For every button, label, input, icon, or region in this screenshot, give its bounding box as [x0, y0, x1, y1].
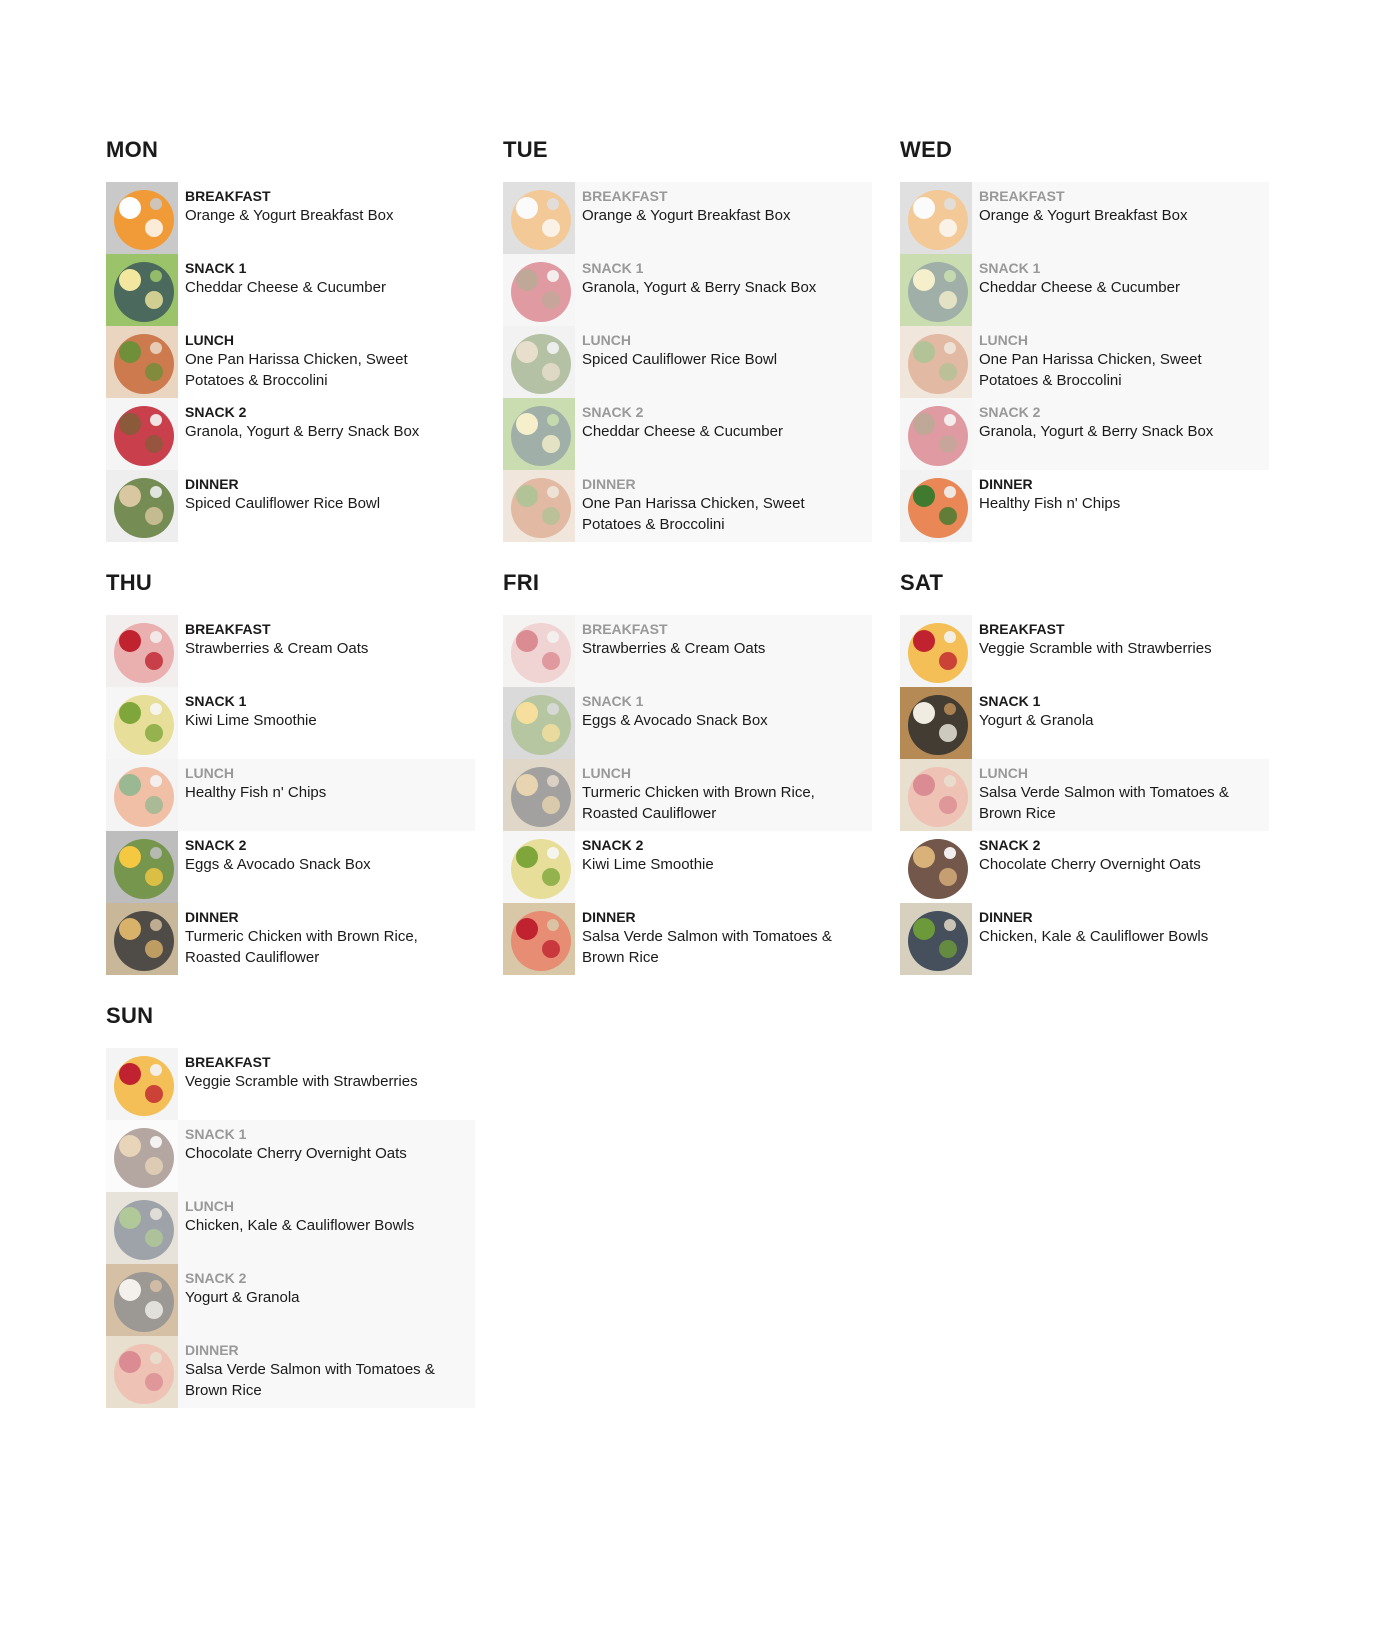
- chicken-kale-bowl-icon: [106, 1192, 178, 1264]
- meal-row[interactable]: [503, 182, 872, 254]
- meal-name-link[interactable]: Spiced Cauliflower Rice Bowl: [582, 351, 778, 368]
- meal-type-label: LUNCH: [582, 765, 631, 781]
- meal-type-label: DINNER: [979, 909, 1033, 925]
- orange-yogurt-box-icon: [503, 182, 575, 254]
- meal-name-link[interactable]: Turmeric Chicken with Brown Rice, Roasted Cauliflower: [185, 928, 418, 966]
- day-sat: [900, 571, 1269, 1004]
- meal-name-link[interactable]: One Pan Harissa Chicken, Sweet Potatoes & Broccolini: [582, 495, 805, 533]
- eggs-avocado-box-icon: [106, 831, 178, 903]
- fish-chips-icon: [106, 759, 178, 831]
- meal-type-label: BREAKFAST: [185, 188, 271, 204]
- meal-row[interactable]: [503, 831, 872, 903]
- day-tue: [503, 138, 872, 571]
- meal-info: [178, 1336, 455, 1408]
- meal-row[interactable]: [900, 831, 1269, 903]
- meal-row[interactable]: [106, 1120, 475, 1192]
- orange-yogurt-box-icon: [900, 182, 972, 254]
- meal-type-label: BREAKFAST: [185, 1054, 271, 1070]
- meal-info: [575, 759, 852, 831]
- day-sun: [106, 1004, 475, 1437]
- meal-type-label: BREAKFAST: [185, 621, 271, 637]
- day-title: TUE: [503, 137, 548, 162]
- meal-info: [178, 687, 317, 759]
- meal-name-link[interactable]: Orange & Yogurt Breakfast Box: [582, 207, 791, 224]
- meal-type-label: LUNCH: [185, 765, 234, 781]
- meal-type-label: SNACK 1: [185, 1126, 247, 1142]
- meal-info: [972, 903, 1208, 975]
- meal-info: [575, 615, 765, 687]
- meal-type-label: LUNCH: [582, 332, 631, 348]
- day-title: WED: [900, 137, 953, 162]
- meal-type-label: SNACK 1: [979, 693, 1041, 709]
- meal-info: [178, 903, 455, 975]
- meal-name-link[interactable]: One Pan Harissa Chicken, Sweet Potatoes & Broccolini: [185, 351, 408, 389]
- meal-row[interactable]: [106, 398, 475, 470]
- meal-type-label: SNACK 2: [582, 837, 644, 853]
- meal-info: [575, 687, 768, 759]
- meal-type-label: SNACK 1: [185, 260, 247, 276]
- harissa-chicken-icon: [900, 326, 972, 398]
- meal-type-label: SNACK 1: [185, 693, 247, 709]
- meal-info: [972, 759, 1249, 831]
- meal-type-label: SNACK 2: [582, 404, 644, 420]
- meal-row[interactable]: [106, 903, 475, 975]
- meal-name-link[interactable]: Kiwi Lime Smoothie: [185, 712, 317, 729]
- granola-berry-box-icon: [503, 254, 575, 326]
- meal-type-label: DINNER: [185, 1342, 239, 1358]
- harissa-chicken-icon: [503, 470, 575, 542]
- cheese-cucumber-icon: [900, 254, 972, 326]
- meal-info: [972, 254, 1180, 326]
- meal-type-label: SNACK 1: [582, 260, 644, 276]
- meal-name-link[interactable]: Cheddar Cheese & Cucumber: [582, 423, 783, 440]
- meal-name-link[interactable]: Salsa Verde Salmon with Tomatoes & Brown Rice: [582, 928, 832, 966]
- meal-info: [972, 831, 1201, 903]
- meal-name-link[interactable]: Salsa Verde Salmon with Tomatoes & Brown Rice: [979, 784, 1229, 822]
- cauliflower-rice-bowl-icon: [106, 470, 178, 542]
- meal-row[interactable]: [900, 903, 1269, 975]
- orange-yogurt-box-icon: [106, 182, 178, 254]
- meal-row[interactable]: [900, 254, 1269, 326]
- meal-row[interactable]: [503, 615, 872, 687]
- meal-info: [178, 1048, 418, 1120]
- meal-name-link[interactable]: One Pan Harissa Chicken, Sweet Potatoes & Broccolini: [979, 351, 1202, 389]
- meal-name-link[interactable]: Spiced Cauliflower Rice Bowl: [185, 495, 381, 512]
- meal-type-label: SNACK 2: [979, 404, 1041, 420]
- chocolate-cherry-oats-icon: [106, 1120, 178, 1192]
- kiwi-smoothie-icon: [106, 687, 178, 759]
- meal-type-label: LUNCH: [185, 332, 234, 348]
- meal-type-label: BREAKFAST: [979, 188, 1065, 204]
- meal-info: [972, 687, 1094, 759]
- meal-name-link[interactable]: Orange & Yogurt Breakfast Box: [185, 207, 394, 224]
- meal-info: [178, 254, 386, 326]
- meal-name-link[interactable]: Turmeric Chicken with Brown Rice, Roasted Cauliflower: [582, 784, 815, 822]
- meal-type-label: DINNER: [582, 909, 636, 925]
- meal-row[interactable]: [106, 615, 475, 687]
- meal-info: [972, 398, 1213, 470]
- meal-info: [972, 470, 1120, 542]
- meal-name-link[interactable]: Salsa Verde Salmon with Tomatoes & Brown Rice: [185, 1361, 435, 1399]
- meal-row[interactable]: [900, 470, 1269, 542]
- salsa-verde-salmon-icon: [503, 903, 575, 975]
- cheese-cucumber-icon: [106, 254, 178, 326]
- meal-row[interactable]: [503, 470, 872, 542]
- meal-type-label: DINNER: [185, 476, 239, 492]
- meal-name-link[interactable]: Orange & Yogurt Breakfast Box: [979, 207, 1188, 224]
- meal-row[interactable]: [106, 470, 475, 542]
- meal-info: [575, 182, 790, 254]
- strawberry-oats-icon: [503, 615, 575, 687]
- meal-type-label: BREAKFAST: [979, 621, 1065, 637]
- veggie-scramble-icon: [106, 1048, 178, 1120]
- day-fri: [503, 571, 872, 1004]
- day-wed: [900, 138, 1269, 571]
- meal-plan-grid: [106, 138, 1276, 1437]
- chicken-kale-bowl-icon: [900, 903, 972, 975]
- meal-name-link[interactable]: Veggie Scramble with Strawberries: [979, 640, 1212, 657]
- meal-name-link[interactable]: Healthy Fish n' Chips: [979, 495, 1121, 512]
- salsa-verde-salmon-icon: [106, 1336, 178, 1408]
- day-title: MON: [106, 137, 159, 162]
- meal-name-link[interactable]: Cheddar Cheese & Cucumber: [979, 279, 1180, 296]
- meal-type-label: BREAKFAST: [582, 188, 668, 204]
- meal-row[interactable]: [503, 398, 872, 470]
- meal-info: [178, 615, 368, 687]
- meal-row[interactable]: [106, 687, 475, 759]
- meal-name-link[interactable]: Granola, Yogurt & Berry Snack Box: [979, 423, 1214, 440]
- meal-info: [575, 254, 816, 326]
- meal-row[interactable]: [503, 254, 872, 326]
- meal-type-label: SNACK 2: [979, 837, 1041, 853]
- meal-row[interactable]: [900, 615, 1269, 687]
- meal-type-label: LUNCH: [185, 1198, 234, 1214]
- harissa-chicken-icon: [106, 326, 178, 398]
- day-title: SUN: [106, 1003, 154, 1028]
- meal-row[interactable]: [106, 254, 475, 326]
- meal-row[interactable]: [106, 1192, 475, 1264]
- meal-name-link[interactable]: Chocolate Cherry Overnight Oats: [979, 856, 1201, 873]
- meal-name-link[interactable]: Granola, Yogurt & Berry Snack Box: [185, 423, 420, 440]
- granola-berry-box-icon: [900, 398, 972, 470]
- meal-type-label: LUNCH: [979, 332, 1028, 348]
- meal-name-link[interactable]: Chicken, Kale & Cauliflower Bowls: [979, 928, 1209, 945]
- meal-info: [972, 326, 1249, 398]
- meal-row[interactable]: [503, 687, 872, 759]
- meal-info: [178, 759, 326, 831]
- meal-row[interactable]: [900, 182, 1269, 254]
- meal-row[interactable]: [503, 326, 872, 398]
- meal-type-label: SNACK 2: [185, 404, 247, 420]
- chocolate-cherry-oats-icon: [900, 831, 972, 903]
- meal-info: [972, 182, 1187, 254]
- meal-name-link[interactable]: Healthy Fish n' Chips: [185, 784, 327, 801]
- meal-row[interactable]: [106, 1048, 475, 1120]
- meal-name-link[interactable]: Eggs & Avocado Snack Box: [185, 856, 371, 873]
- meal-row[interactable]: [900, 687, 1269, 759]
- day-title: SAT: [900, 570, 944, 595]
- meal-row[interactable]: [106, 759, 475, 831]
- meal-type-label: SNACK 2: [185, 1270, 247, 1286]
- meal-info: [575, 326, 777, 398]
- meal-info: [178, 182, 393, 254]
- meal-name-link[interactable]: Chicken, Kale & Cauliflower Bowls: [185, 1217, 415, 1234]
- day-title: THU: [106, 570, 153, 595]
- meal-info: [178, 326, 455, 398]
- meal-row[interactable]: [106, 831, 475, 903]
- meal-name-link[interactable]: Cheddar Cheese & Cucumber: [185, 279, 386, 296]
- meal-info: [178, 831, 371, 903]
- granola-berry-box-icon: [106, 398, 178, 470]
- meal-row[interactable]: [503, 903, 872, 975]
- meal-row[interactable]: [106, 1264, 475, 1336]
- meal-row[interactable]: [106, 326, 475, 398]
- cauliflower-rice-bowl-icon: [503, 326, 575, 398]
- meal-info: [178, 398, 419, 470]
- meal-name-link[interactable]: Eggs & Avocado Snack Box: [582, 712, 768, 729]
- meal-type-label: DINNER: [979, 476, 1033, 492]
- meal-type-label: SNACK 2: [185, 837, 247, 853]
- meal-type-label: SNACK 1: [979, 260, 1041, 276]
- fish-chips-icon: [900, 470, 972, 542]
- meal-name-link[interactable]: Yogurt & Granola: [979, 712, 1094, 729]
- meal-info: [178, 1120, 407, 1192]
- kiwi-smoothie-icon: [503, 831, 575, 903]
- strawberry-oats-icon: [106, 615, 178, 687]
- meal-name-link[interactable]: Strawberries & Cream Oats: [582, 640, 766, 657]
- meal-type-label: LUNCH: [979, 765, 1028, 781]
- salsa-verde-salmon-icon: [900, 759, 972, 831]
- meal-type-label: SNACK 1: [582, 693, 644, 709]
- meal-type-label: DINNER: [582, 476, 636, 492]
- meal-info: [575, 903, 852, 975]
- meal-info: [178, 1264, 300, 1336]
- meal-row[interactable]: [106, 182, 475, 254]
- meal-row[interactable]: [900, 759, 1269, 831]
- turmeric-chicken-icon: [106, 903, 178, 975]
- day-thu: [106, 571, 475, 1004]
- eggs-avocado-box-icon: [503, 687, 575, 759]
- meal-info: [178, 470, 380, 542]
- meal-info: [178, 1192, 414, 1264]
- veggie-scramble-icon: [900, 615, 972, 687]
- meal-name-link[interactable]: Yogurt & Granola: [185, 1289, 300, 1306]
- yogurt-granola-icon: [900, 687, 972, 759]
- meal-info: [575, 398, 783, 470]
- day-title: FRI: [503, 570, 540, 595]
- meal-info: [575, 831, 714, 903]
- meal-type-label: DINNER: [185, 909, 239, 925]
- meal-type-label: BREAKFAST: [582, 621, 668, 637]
- meal-name-link[interactable]: Granola, Yogurt & Berry Snack Box: [582, 279, 817, 296]
- meal-info: [575, 470, 852, 542]
- yogurt-granola-icon: [106, 1264, 178, 1336]
- meal-name-link[interactable]: Strawberries & Cream Oats: [185, 640, 369, 657]
- meal-name-link[interactable]: Veggie Scramble with Strawberries: [185, 1073, 418, 1090]
- meal-row[interactable]: [900, 326, 1269, 398]
- meal-row[interactable]: [106, 1336, 475, 1408]
- meal-name-link[interactable]: Chocolate Cherry Overnight Oats: [185, 1145, 407, 1162]
- turmeric-chicken-icon: [503, 759, 575, 831]
- cheese-cucumber-icon: [503, 398, 575, 470]
- meal-name-link[interactable]: Kiwi Lime Smoothie: [582, 856, 714, 873]
- meal-row[interactable]: [503, 759, 872, 831]
- day-mon: [106, 138, 475, 571]
- meal-row[interactable]: [900, 398, 1269, 470]
- meal-info: [972, 615, 1212, 687]
